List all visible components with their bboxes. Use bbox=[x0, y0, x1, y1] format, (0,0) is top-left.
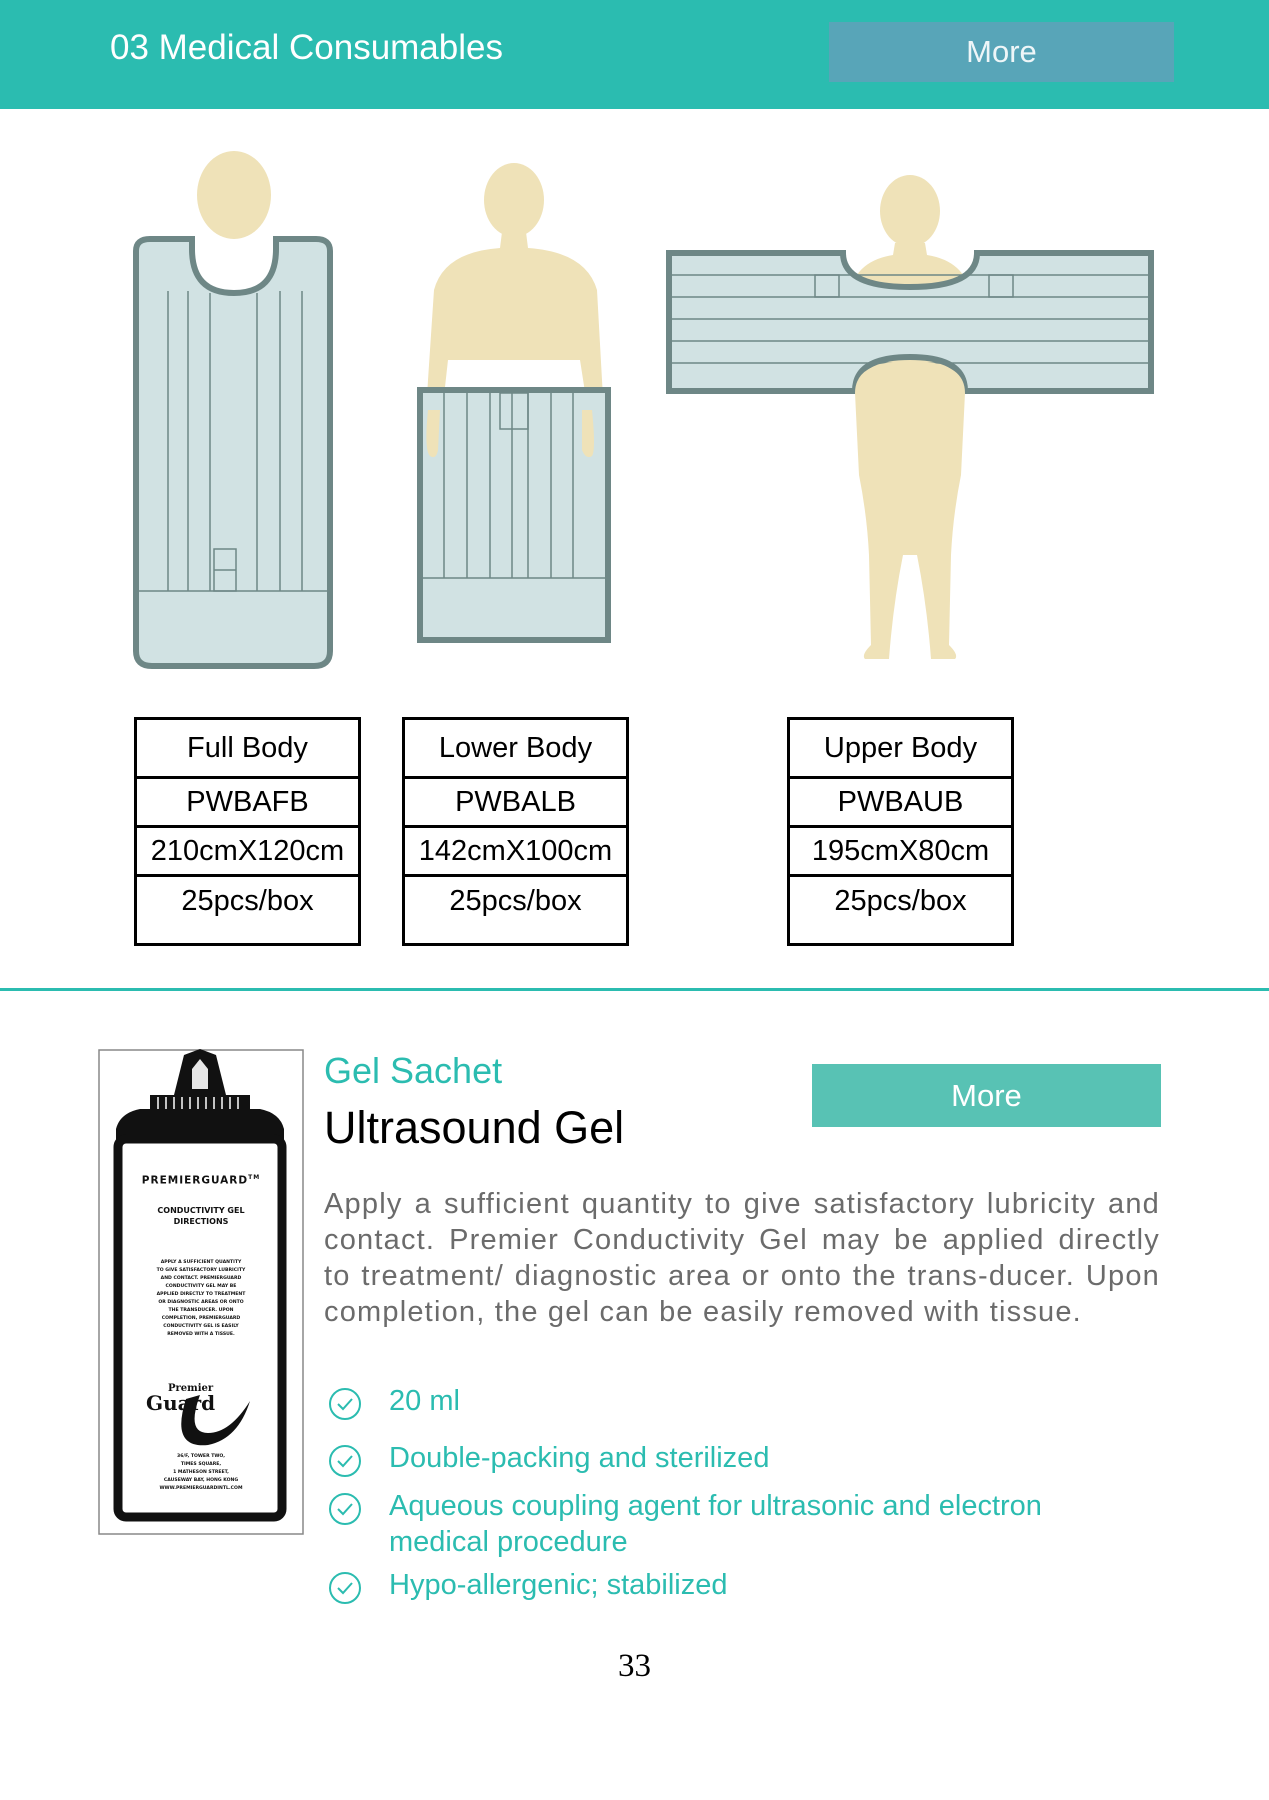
section-header bbox=[0, 0, 1269, 109]
sachet-trademark: TM bbox=[248, 1174, 261, 1181]
sachet-direction-line: TO GIVE SATISFACTORY LUBRICITY bbox=[156, 1268, 246, 1273]
feature-text: Hypo-allergenic; stabilized bbox=[389, 1569, 728, 1601]
more-button[interactable]: More bbox=[829, 22, 1174, 82]
sachet-direction-line: AND CONTACT. PREMIERGUARD bbox=[160, 1276, 242, 1281]
sachet-label bbox=[98, 1049, 304, 1537]
product-code: PWBALB bbox=[404, 778, 628, 827]
feature-text: Double-packing and sterilized bbox=[389, 1442, 770, 1474]
check-circle-icon bbox=[328, 1387, 362, 1421]
sachet-brand: PREMIERGUARD bbox=[141, 1174, 249, 1187]
page-number: 33 bbox=[618, 1648, 651, 1684]
product-category: Gel Sachet bbox=[324, 1050, 503, 1091]
product-code: PWBAFB bbox=[136, 778, 360, 827]
sachet-heading-1: CONDUCTIVITY GEL bbox=[157, 1206, 245, 1215]
product-pack: 25pcs/box bbox=[449, 885, 582, 917]
product-size: 195cmX80cm bbox=[789, 827, 1013, 876]
feature-item bbox=[328, 1488, 1158, 1560]
spec-table-upper-body bbox=[787, 717, 1014, 946]
sachet-direction-line: COMPLETION, PREMIERGUARD bbox=[161, 1316, 241, 1321]
sachet-heading-2: DIRECTIONS bbox=[173, 1217, 229, 1226]
feature-text: 20 ml bbox=[389, 1385, 460, 1417]
product-name: Lower Body bbox=[404, 719, 628, 778]
product-size: 210cmX120cm bbox=[136, 827, 360, 876]
check-circle-icon bbox=[328, 1492, 362, 1526]
check-circle-icon bbox=[328, 1571, 362, 1605]
sachet-direction-line: REMOVED WITH A TISSUE. bbox=[167, 1332, 235, 1337]
product-pack: 25pcs/box bbox=[181, 885, 314, 917]
sachet-direction-line: APPLIED DIRECTLY TO TREATMENT bbox=[156, 1292, 246, 1297]
sachet-direction-line: CONDUCTIVITY GEL IS EASILY bbox=[163, 1324, 239, 1329]
sachet-direction-line: APPLY A SUFFICIENT QUANTITY bbox=[160, 1260, 242, 1265]
sachet-address-line: 1 MATHESON STREET, bbox=[173, 1470, 229, 1475]
product-code: PWBAUB bbox=[789, 778, 1013, 827]
sachet-address-line: WWW.PREMIERGUARDINTL.COM bbox=[159, 1486, 243, 1491]
product-description: Apply a sufficient quantity to give satisfactory lubricity and contact. Premier Conductivity Gel may be applied directly to treatment/ diagnostic area or onto the trans-ducer. Upon completion, the gel can be easily removed with tissue. bbox=[324, 1188, 1160, 1328]
feature-item bbox=[328, 1440, 1158, 1478]
sachet-direction-line: THE TRANSDUCER. UPON bbox=[168, 1308, 234, 1313]
feature-item bbox=[328, 1567, 1158, 1605]
sachet-logo-bottom: Guard bbox=[146, 1391, 216, 1415]
product-name: Full Body bbox=[136, 719, 360, 778]
lower-body-drape-illustration bbox=[410, 160, 620, 660]
full-body-drape-illustration bbox=[130, 145, 340, 675]
spec-table-full-body bbox=[134, 717, 361, 946]
sachet-address-line: CAUSEWAY BAY, HONG KONG bbox=[163, 1478, 239, 1483]
feature-text: Aqueous coupling agent for ultrasonic and electron medical procedure bbox=[389, 1490, 1042, 1558]
check-circle-icon bbox=[328, 1444, 362, 1478]
section-divider bbox=[0, 988, 1269, 991]
sachet-logo-top: Premier bbox=[168, 1383, 214, 1394]
sachet-address-line: 36/F, TOWER TWO, bbox=[177, 1454, 225, 1459]
product-pack: 25pcs/box bbox=[834, 885, 967, 917]
sachet-address-line: TIMES SQUARE, bbox=[180, 1462, 222, 1467]
gel-more-button[interactable]: More bbox=[812, 1064, 1161, 1127]
product-title: Ultrasound Gel bbox=[324, 1102, 625, 1153]
sachet-direction-line: OR DIAGNOSTIC AREAS OR ONTO bbox=[158, 1300, 244, 1305]
upper-body-drape-illustration bbox=[665, 175, 1155, 670]
section-title: 03 Medical Consumables bbox=[110, 28, 503, 67]
spec-table-lower-body bbox=[402, 717, 629, 946]
product-name: Upper Body bbox=[789, 719, 1013, 778]
product-size: 142cmX100cm bbox=[404, 827, 628, 876]
sachet-direction-line: CONDUCTIVITY GEL MAY BE bbox=[165, 1284, 237, 1289]
feature-item bbox=[328, 1383, 1158, 1421]
